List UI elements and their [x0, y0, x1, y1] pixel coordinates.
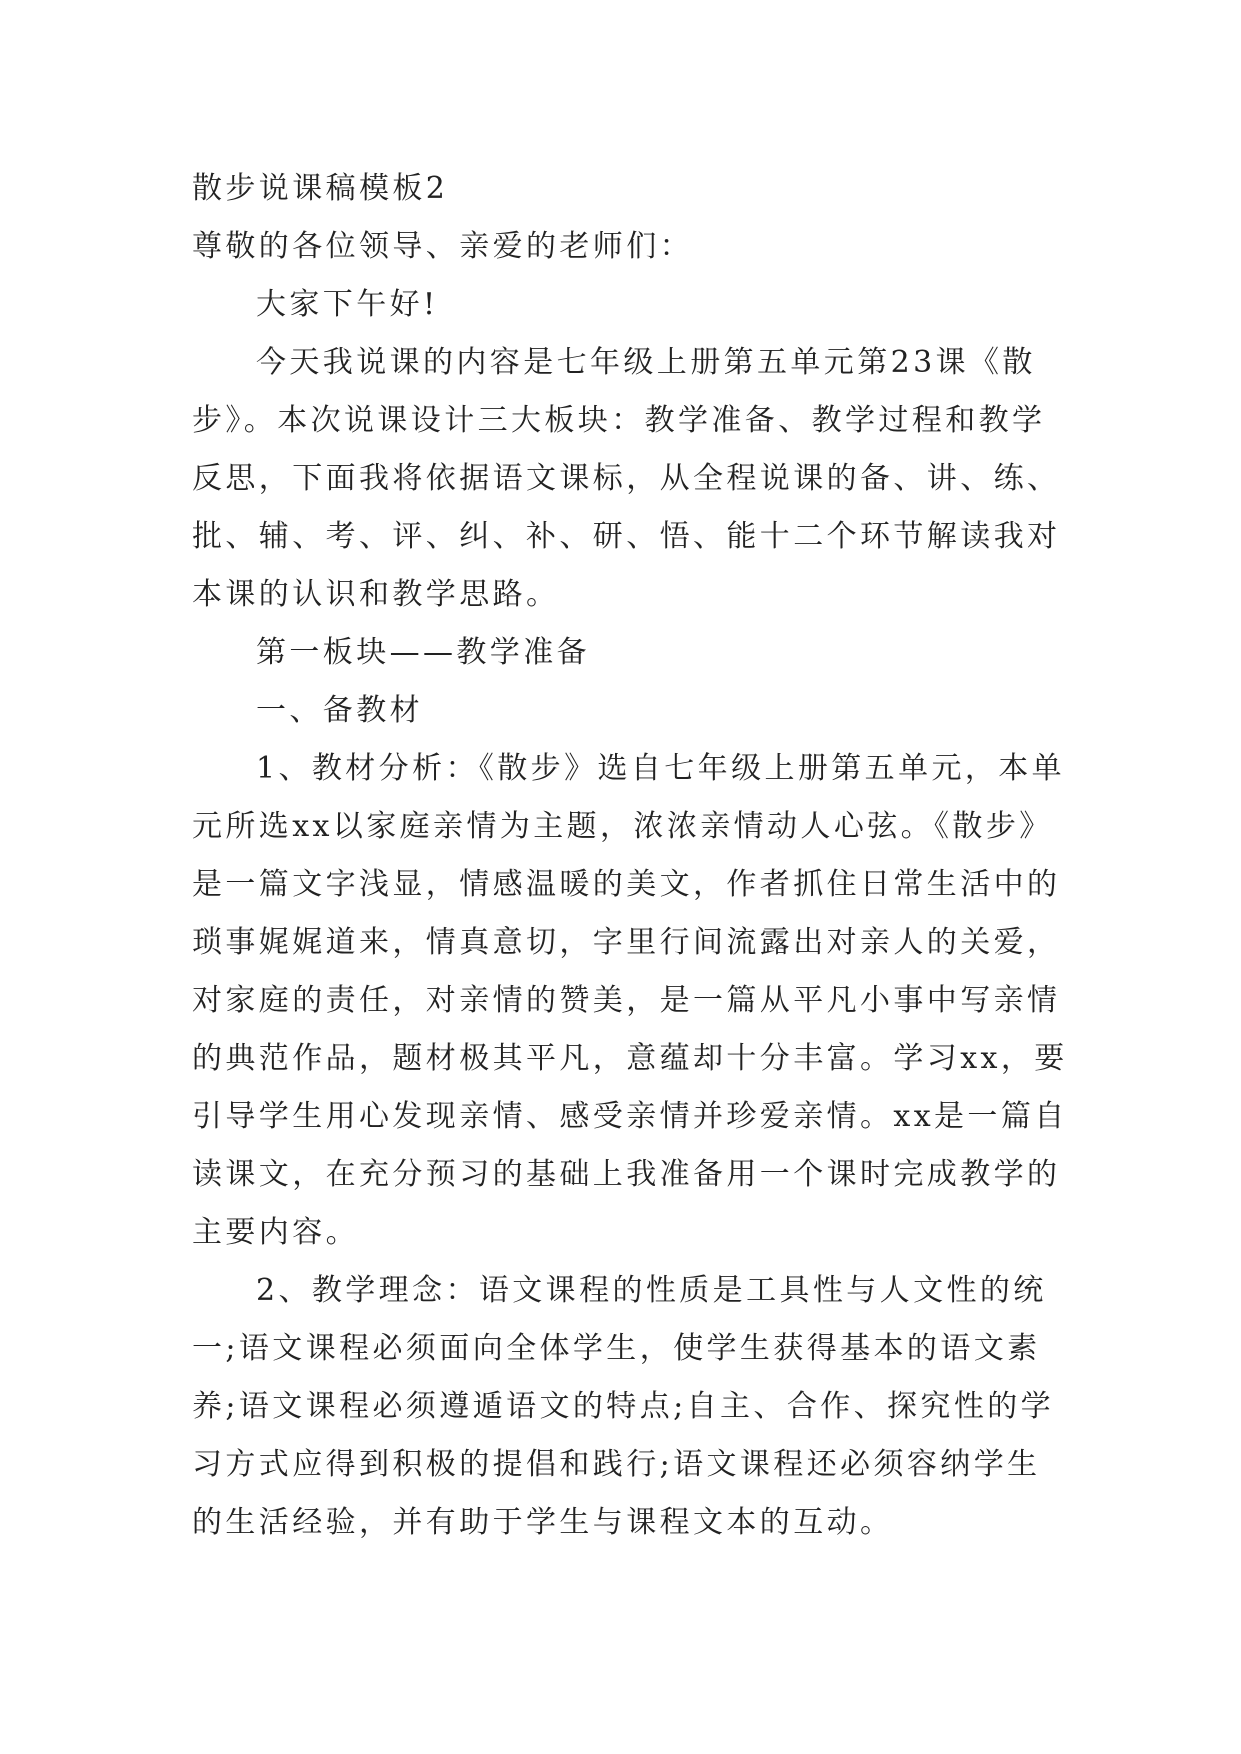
item2-line: 养;语文课程必须遵遁语文的特点;自主、合作、探究性的学	[192, 1389, 1055, 1424]
subsection-heading: 一、备教材	[256, 693, 423, 728]
intro-line: 步》。本次说课设计三大板块：教学准备、教学过程和教学	[192, 403, 1046, 438]
intro-line: 反思，下面我将依据语文课标，从全程说课的备、讲、练、	[192, 461, 1061, 496]
item2-line: 习方式应得到积极的提倡和践行;语文课程还必须容纳学生	[192, 1447, 1041, 1482]
greeting: 尊敬的各位领导、亲爱的老师们：	[192, 229, 693, 264]
item2-line: 的生活经验，并有助于学生与课程文本的互动。	[192, 1505, 894, 1540]
item1-line: 读课文，在充分预习的基础上我准备用一个课时完成教学的	[192, 1157, 1061, 1192]
intro-line: 批、辅、考、评、纠、补、研、悟、能十二个环节解读我对	[192, 519, 1061, 554]
item2-line: 一;语文课程必须面向全体学生，使学生获得基本的语文素	[192, 1331, 1041, 1366]
intro-line: 本课的认识和教学思路。	[192, 577, 560, 612]
document-title: 散步说课稿模板2	[192, 171, 449, 206]
item1-line: 1、教材分析：《散步》选自七年级上册第五单元，本单	[256, 751, 1066, 786]
item1-line: 对家庭的责任，对亲情的赞美，是一篇从平凡小事中写亲情	[192, 983, 1061, 1018]
item1-line: 的典范作品，题材极其平凡，意蕴却十分丰富。学习xx，要	[192, 1041, 1068, 1076]
salutation: 大家下午好!	[256, 287, 439, 322]
document-body	[192, 160, 1068, 1552]
item1-line: 主要内容。	[192, 1215, 359, 1250]
section-heading: 第一板块——教学准备	[256, 635, 590, 670]
item1-line: 引导学生用心发现亲情、感受亲情并珍爱亲情。xx是一篇自	[192, 1099, 1068, 1134]
item1-line: 是一篇文字浅显，情感温暖的美文，作者抓住日常生活中的	[192, 867, 1061, 902]
item1-line: 琐事娓娓道来，情真意切，字里行间流露出对亲人的关爱，	[192, 925, 1061, 960]
item1-line: 元所选xx以家庭亲情为主题，浓浓亲情动人心弦。《散步》	[192, 809, 1053, 844]
item2-line: 2、教学理念：语文课程的性质是工具性与人文性的统	[256, 1273, 1047, 1308]
intro-line: 今天我说课的内容是七年级上册第五单元第23课《散	[256, 345, 1036, 380]
